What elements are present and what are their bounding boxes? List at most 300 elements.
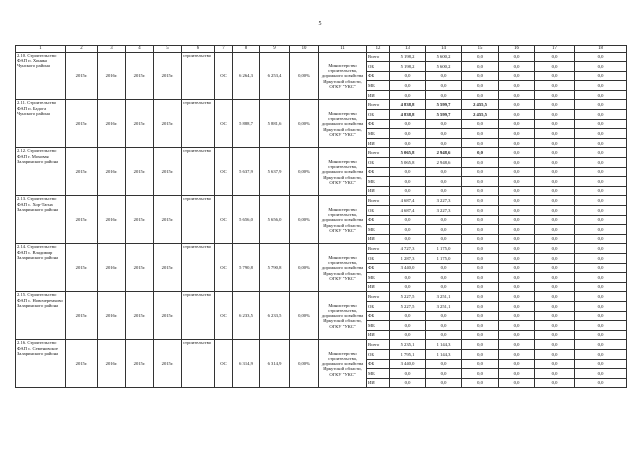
funding-amount: 0,0 — [426, 378, 462, 388]
year-5: 2015г. — [154, 148, 182, 196]
funding-amount: 0,0 — [575, 196, 627, 206]
funding-source: ИИ — [367, 186, 390, 196]
funding-amount: 0,0 — [426, 311, 462, 321]
funding-amount: 0,0 — [535, 148, 575, 158]
funding-source: ИИ — [367, 282, 390, 292]
funding-amount: 3 227,3 — [426, 206, 462, 216]
funding-amount: 0,0 — [426, 263, 462, 273]
estimated-cost: 5 637,9 — [233, 148, 260, 196]
funding-amount: 0,0 — [462, 71, 499, 81]
funding-amount: 0,0 — [575, 167, 627, 177]
funding-amount: 0,0 — [499, 138, 535, 148]
funding-amount: 1 175,0 — [426, 244, 462, 254]
funding-amount — [390, 110, 426, 120]
fund-type: ОС — [215, 196, 233, 244]
funding-amount: 0,0 — [390, 369, 426, 379]
funding-amount: 0,0 — [499, 119, 535, 129]
funding-amount: 0,0 — [535, 369, 575, 379]
header-number-cell: 12 — [367, 46, 390, 53]
end-year: 2016г. — [98, 100, 126, 148]
funding-amount: 0,0 — [462, 196, 499, 206]
funding-amount: 0,0 — [575, 321, 627, 331]
funding-amount: 0,0 — [535, 110, 575, 120]
funding-amount: 2 948,6 — [426, 158, 462, 168]
funding-amount: 0,0 — [390, 282, 426, 292]
project-name: 2.14. Строительство ФАП с. Владимир Заларинского района — [16, 244, 66, 292]
funding-source: МБ — [367, 177, 390, 187]
work-type: строительство — [182, 292, 215, 340]
funding-amount: 5 065,8 — [390, 158, 426, 168]
project-name: 2.10. Строительство ФАП п. Хоняка Чунского района — [16, 52, 66, 100]
funding-amount: 0,0 — [535, 215, 575, 225]
funding-amount: 0,0 — [535, 81, 575, 91]
funding-amount: 0,0 — [535, 244, 575, 254]
work-type: строительство — [182, 100, 215, 148]
funding-source: ФБ — [367, 311, 390, 321]
funding-source: ФБ — [367, 71, 390, 81]
funding-amount: 0,0 — [462, 81, 499, 91]
funding-amount: 0,0 — [499, 234, 535, 244]
funding-source: ОБ — [367, 110, 390, 120]
funding-amount: 0,0 — [575, 119, 627, 129]
year-4: 2015г. — [126, 196, 154, 244]
funding-amount: 0,0 — [575, 234, 627, 244]
funding-amount: 0,0 — [426, 359, 462, 369]
estimated-cost: 6 264,3 — [233, 52, 260, 100]
funding-source: Всего — [367, 292, 390, 302]
funding-amount: 5 600,2 — [426, 52, 462, 62]
funding-amount: 0,0 — [535, 167, 575, 177]
readiness-percent: 0,00% — [290, 196, 319, 244]
funding-amount: 0,0 — [462, 244, 499, 254]
funding-amount: 1 287,3 — [390, 253, 426, 263]
funding-source: ФБ — [367, 215, 390, 225]
year-4: 2015г. — [126, 340, 154, 388]
funding-source: ФБ — [367, 263, 390, 273]
year-5: 2015г. — [154, 52, 182, 100]
fund-type: ОС — [215, 292, 233, 340]
funding-amount: 0,0 — [575, 349, 627, 359]
funding-amount: 0,0 — [426, 321, 462, 331]
executor: Министерство строительства, дорожного хозяйства Иркутской области, ОГКУ "УКС" — [319, 52, 367, 100]
header-number-cell: 16 — [499, 46, 535, 53]
funding-amount: 0,0 — [390, 167, 426, 177]
header-number-cell: 7 — [215, 46, 233, 53]
funding-amount: 0,0 — [390, 330, 426, 340]
fund-type: ОС — [215, 244, 233, 292]
funding-amount: 0,0 — [462, 215, 499, 225]
project-row — [16, 340, 627, 350]
project-name: 2.13. Строительство ФАП с. Хор-Тагна Заларинского района — [16, 196, 66, 244]
funding-source: ОБ — [367, 253, 390, 263]
work-type: строительство — [182, 148, 215, 196]
funding-amount: 0,0 — [390, 129, 426, 139]
funding-source: МБ — [367, 129, 390, 139]
project-name: 2.12. Строительство ФАП г. Моховая Заларинского района — [16, 148, 66, 196]
funding-amount: 0,0 — [426, 90, 462, 100]
funding-amount: 0,0 — [426, 282, 462, 292]
funding-amount: 0,0 — [535, 129, 575, 139]
funding-amount: 0,0 — [499, 359, 535, 369]
funding-amount: 0,0 — [462, 186, 499, 196]
funding-amount: 0,0 — [575, 138, 627, 148]
year-4: 2015г. — [126, 100, 154, 148]
funding-source: ОБ — [367, 349, 390, 359]
funding-amount: 0,0 — [499, 110, 535, 120]
funding-amount: 0,0 — [499, 330, 535, 340]
funding-amount: 0,0 — [462, 369, 499, 379]
funding-amount: 0,0 — [390, 81, 426, 91]
header-number-cell: 11 — [319, 46, 367, 53]
readiness-percent: 0,00% — [290, 244, 319, 292]
funding-amount: 0,0 — [499, 167, 535, 177]
funding-amount: 0,0 — [390, 119, 426, 129]
header-number-cell: 3 — [98, 46, 126, 53]
funding-amount: 0,0 — [575, 71, 627, 81]
start-year: 2015г. — [66, 52, 98, 100]
funding-amount-value: 2 948,6 — [436, 150, 451, 156]
funding-amount: 0,0 — [499, 81, 535, 91]
funding-amount: 0,0 — [575, 177, 627, 187]
funding-amount: 0,0 — [462, 52, 499, 62]
funding-amount: 4 727,3 — [390, 244, 426, 254]
funding-amount: 0,0 — [426, 167, 462, 177]
funding-amount — [462, 148, 499, 158]
year-5: 2015г. — [154, 244, 182, 292]
funding-amount: 0,0 — [462, 301, 499, 311]
funding-amount: 0,0 — [535, 321, 575, 331]
funding-amount: 0,0 — [535, 206, 575, 216]
funding-amount: 4 687,4 — [390, 206, 426, 216]
funding-source: Всего — [367, 244, 390, 254]
funding-amount: 5 198,2 — [390, 52, 426, 62]
funding-amount: 0,0 — [462, 253, 499, 263]
funding-amount: 0,0 — [535, 311, 575, 321]
funding-amount: 0,0 — [575, 110, 627, 120]
funding-amount: 0,0 — [499, 186, 535, 196]
funding-source: МБ — [367, 225, 390, 235]
funding-amount-value: 2 455,5 — [473, 102, 487, 108]
work-type: строительство — [182, 52, 215, 100]
funding-amount: 0,0 — [535, 138, 575, 148]
project-row — [16, 148, 627, 158]
funding-amount: 0,0 — [390, 225, 426, 235]
funding-amount: 0,0 — [535, 282, 575, 292]
funding-amount: 0,0 — [426, 225, 462, 235]
funding-amount: 0,0 — [499, 378, 535, 388]
funding-amount: 0,0 — [462, 378, 499, 388]
funding-amount: 1 175,0 — [426, 253, 462, 263]
funding-source: МБ — [367, 369, 390, 379]
funding-amount: 0,0 — [499, 206, 535, 216]
funding-amount: 0,0 — [499, 177, 535, 187]
funding-amount: 0,0 — [462, 359, 499, 369]
funding-amount: 0,0 — [462, 292, 499, 302]
year-5: 2015г. — [154, 196, 182, 244]
funding-amount: 0,0 — [499, 253, 535, 263]
header-number-cell: 13 — [390, 46, 426, 53]
funding-amount: 0,0 — [575, 158, 627, 168]
executor: Министерство строительства, дорожного хозяйства Иркутской области, ОГКУ "УКС" — [319, 244, 367, 292]
funding-amount: 0,0 — [426, 330, 462, 340]
funding-amount — [426, 110, 462, 120]
funding-amount: 0,0 — [426, 369, 462, 379]
funding-source: Всего — [367, 100, 390, 110]
funding-amount: 0,0 — [535, 273, 575, 283]
funding-amount: 0,0 — [499, 321, 535, 331]
header-number-cell: 17 — [535, 46, 575, 53]
header-number-cell: 14 — [426, 46, 462, 53]
cost-value: 6 233,5 — [260, 292, 290, 340]
funding-amount: 0,0 — [575, 340, 627, 350]
funding-amount-value: 5 065,8 — [400, 150, 415, 156]
funding-amount: 0,0 — [575, 81, 627, 91]
funding-amount: 0,0 — [390, 273, 426, 283]
funding-amount: 0,0 — [575, 90, 627, 100]
funding-amount: 0,0 — [462, 349, 499, 359]
funding-amount: 0,0 — [390, 71, 426, 81]
funding-amount: 0,0 — [499, 349, 535, 359]
funding-amount: 0,0 — [426, 186, 462, 196]
funding-amount: 0,0 — [426, 71, 462, 81]
funding-amount: 0,0 — [575, 253, 627, 263]
funding-amount: 0,0 — [535, 90, 575, 100]
funding-amount: 0,0 — [426, 215, 462, 225]
project-row — [16, 100, 627, 110]
fund-type: ОС — [215, 100, 233, 148]
work-type: строительство — [182, 244, 215, 292]
funding-source: Всего — [367, 196, 390, 206]
funding-amount: 0,0 — [499, 215, 535, 225]
funding-source: ФБ — [367, 359, 390, 369]
year-5: 2015г. — [154, 292, 182, 340]
end-year: 2016г. — [98, 292, 126, 340]
funding-amount: 0,0 — [575, 129, 627, 139]
funding-amount: 0,0 — [535, 100, 575, 110]
cost-value: 5 656,0 — [260, 196, 290, 244]
funding-amount: 0,0 — [426, 138, 462, 148]
funding-amount: 0,0 — [499, 90, 535, 100]
funding-amount: 0,0 — [535, 234, 575, 244]
executor: Министерство строительства, дорожного хозяйства Иркутской области, ОГКУ "УКС" — [319, 148, 367, 196]
funding-amount: 0,0 — [535, 225, 575, 235]
cost-value: 6 314,9 — [260, 340, 290, 388]
funding-amount: 0,0 — [575, 244, 627, 254]
funding-amount: 4 687,4 — [390, 196, 426, 206]
funding-amount: 0,0 — [535, 158, 575, 168]
funding-amount: 0,0 — [575, 215, 627, 225]
funding-amount: 1 795,1 — [390, 349, 426, 359]
executor: Министерство строительства, дорожного хозяйства Иркутской области, ОГКУ "УКС" — [319, 196, 367, 244]
funding-amount: 0,0 — [462, 234, 499, 244]
funding-amount: 0,0 — [499, 225, 535, 235]
funding-amount: 0,0 — [462, 273, 499, 283]
funding-amount: 0,0 — [575, 301, 627, 311]
funding-amount: 1 144,3 — [426, 349, 462, 359]
funding-amount: 0,0 — [426, 129, 462, 139]
project-name: 2.15. Строительство ФАП с. Новочеремхово Заларинского района — [16, 292, 66, 340]
funding-amount: 0,0 — [535, 196, 575, 206]
funding-amount: 0,0 — [462, 119, 499, 129]
funding-amount: 0,0 — [499, 129, 535, 139]
funding-amount: 0,0 — [462, 177, 499, 187]
funding-amount — [426, 148, 462, 158]
funding-amount: 0,0 — [499, 273, 535, 283]
funding-amount: 0,0 — [575, 292, 627, 302]
cost-value: 5 637,9 — [260, 148, 290, 196]
header-number-cell: 1 — [16, 46, 66, 53]
project-row — [16, 196, 627, 206]
funding-amount: 5 227,5 — [390, 301, 426, 311]
funding-amount: 0,0 — [462, 129, 499, 139]
funding-amount: 0,0 — [426, 177, 462, 187]
funding-amount: 0,0 — [390, 378, 426, 388]
funding-amount: 0,0 — [499, 158, 535, 168]
funding-amount: 0,0 — [462, 158, 499, 168]
funding-source: ИИ — [367, 138, 390, 148]
header-number-cell: 8 — [233, 46, 260, 53]
readiness-percent: 0,00% — [290, 292, 319, 340]
project-row — [16, 244, 627, 254]
end-year: 2016г. — [98, 196, 126, 244]
funding-amount: 0,0 — [575, 148, 627, 158]
funding-amount: 0,0 — [499, 301, 535, 311]
funding-amount: 0,0 — [390, 90, 426, 100]
readiness-percent: 0,00% — [290, 340, 319, 388]
funding-source: МБ — [367, 273, 390, 283]
funding-amount-value: 4 838,8 — [400, 111, 415, 117]
project-row — [16, 292, 627, 302]
funding-amount: 0,0 — [535, 349, 575, 359]
funding-amount-value: 4 838,8 — [400, 102, 415, 108]
funding-amount: 0,0 — [462, 311, 499, 321]
funding-amount-value: 0,0 — [477, 150, 483, 156]
page-number: 5 — [318, 21, 322, 27]
end-year: 2016г. — [98, 340, 126, 388]
funding-source: ОБ — [367, 62, 390, 72]
funding-amount — [462, 110, 499, 120]
funding-amount: 0,0 — [575, 206, 627, 216]
funding-source: МБ — [367, 321, 390, 331]
estimated-cost: 5 790,8 — [233, 244, 260, 292]
funding-amount: 3 227,3 — [426, 196, 462, 206]
funding-amount: 0,0 — [426, 81, 462, 91]
funding-source: ОБ — [367, 206, 390, 216]
funding-amount: 0,0 — [499, 196, 535, 206]
funding-source: ФБ — [367, 167, 390, 177]
work-type: строительство — [182, 340, 215, 388]
funding-amount — [426, 100, 462, 110]
year-4: 2015г. — [126, 52, 154, 100]
header-number-cell: 2 — [66, 46, 98, 53]
funding-amount: 0,0 — [575, 186, 627, 196]
funding-amount: 0,0 — [575, 62, 627, 72]
funding-amount: 0,0 — [535, 301, 575, 311]
funding-amount: 0,0 — [499, 62, 535, 72]
funding-amount: 0,0 — [575, 52, 627, 62]
funding-amount: 0,0 — [390, 138, 426, 148]
fund-type: ОС — [215, 148, 233, 196]
cost-value: 5 790,8 — [260, 244, 290, 292]
year-5: 2015г. — [154, 100, 182, 148]
readiness-percent: 0,00% — [290, 52, 319, 100]
funding-amount: 0,0 — [535, 340, 575, 350]
header-number-cell: 10 — [290, 46, 319, 53]
funding-amount: 3 440,0 — [390, 359, 426, 369]
funding-amount: 0,0 — [535, 52, 575, 62]
funding-amount: 0,0 — [499, 369, 535, 379]
funding-amount: 0,0 — [390, 311, 426, 321]
funding-amount: 5 198,2 — [390, 62, 426, 72]
program-table — [15, 45, 627, 388]
header-number-cell: 6 — [182, 46, 215, 53]
header-number-cell: 5 — [154, 46, 182, 53]
funding-amount: 0,0 — [499, 263, 535, 273]
estimated-cost: 5 888,7 — [233, 100, 260, 148]
project-name: 2.16. Строительство ФАП с. Семеновское Заларинского района — [16, 340, 66, 388]
funding-amount: 0,0 — [575, 282, 627, 292]
funding-amount: 0,0 — [390, 215, 426, 225]
year-4: 2015г. — [126, 244, 154, 292]
funding-amount: 0,0 — [462, 90, 499, 100]
funding-amount: 1 144,3 — [426, 340, 462, 350]
funding-amount: 0,0 — [499, 244, 535, 254]
funding-amount: 0,0 — [575, 225, 627, 235]
cost-value: 5 881,6 — [260, 100, 290, 148]
funding-amount: 0,0 — [390, 321, 426, 331]
funding-amount: 0,0 — [499, 340, 535, 350]
funding-amount: 3 440,0 — [390, 263, 426, 273]
funding-amount: 0,0 — [462, 62, 499, 72]
funding-amount: 0,0 — [535, 119, 575, 129]
end-year: 2016г. — [98, 244, 126, 292]
estimated-cost: 5 656,0 — [233, 196, 260, 244]
funding-amount: 0,0 — [535, 292, 575, 302]
readiness-percent: 0,00% — [290, 148, 319, 196]
funding-source: ИИ — [367, 90, 390, 100]
funding-amount: 0,0 — [575, 100, 627, 110]
funding-source: ИИ — [367, 234, 390, 244]
start-year: 2015г. — [66, 100, 98, 148]
funding-amount-value: 5 599,7 — [436, 111, 451, 117]
end-year: 2016г. — [98, 148, 126, 196]
funding-source: ОБ — [367, 301, 390, 311]
funding-source: МБ — [367, 81, 390, 91]
funding-amount: 3 251,1 — [426, 301, 462, 311]
funding-source: ФБ — [367, 119, 390, 129]
funding-amount: 0,0 — [535, 330, 575, 340]
funding-amount: 0,0 — [535, 177, 575, 187]
start-year: 2015г. — [66, 196, 98, 244]
funding-amount: 0,0 — [390, 234, 426, 244]
funding-source: Всего — [367, 52, 390, 62]
funding-amount — [390, 100, 426, 110]
year-4: 2015г. — [126, 148, 154, 196]
funding-amount: 0,0 — [426, 273, 462, 283]
funding-amount: 3 251,1 — [426, 292, 462, 302]
funding-amount: 0,0 — [390, 186, 426, 196]
year-5: 2015г. — [154, 340, 182, 388]
funding-amount: 0,0 — [499, 292, 535, 302]
funding-amount: 0,0 — [426, 119, 462, 129]
start-year: 2015г. — [66, 148, 98, 196]
funding-amount: 0,0 — [499, 148, 535, 158]
header-number-cell: 9 — [260, 46, 290, 53]
funding-amount: 0,0 — [462, 340, 499, 350]
funding-amount: 0,0 — [575, 273, 627, 283]
funding-source: ИИ — [367, 378, 390, 388]
funding-source: ИИ — [367, 330, 390, 340]
